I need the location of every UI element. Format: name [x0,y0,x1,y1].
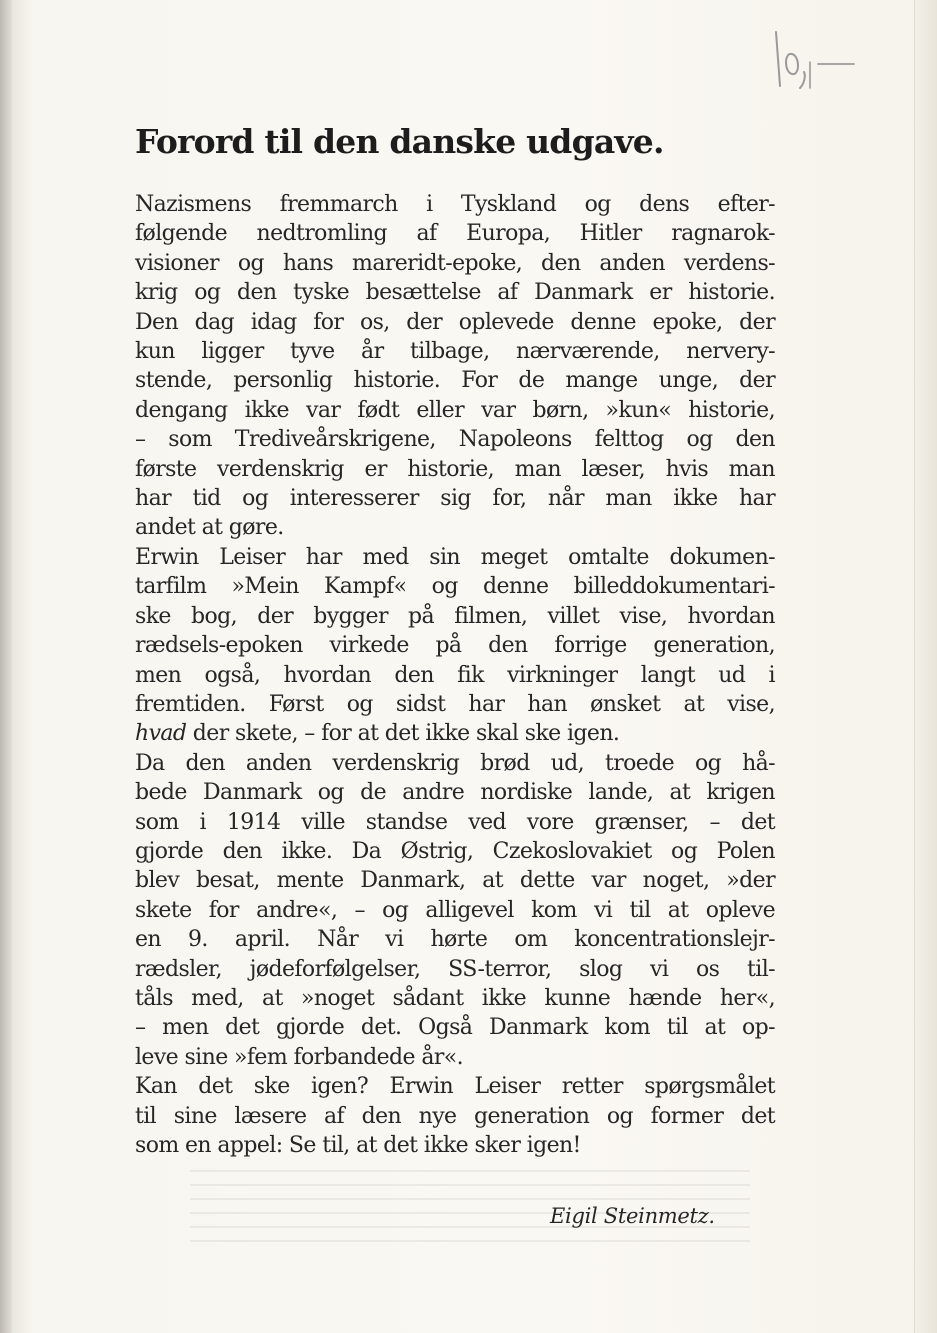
page-title: Forord til den danske udgave. [135,122,664,161]
text-line: krig og den tyske besættelse af Danmark er historie. [135,280,775,306]
text-line: til sine læsere af den nye generation og former det [135,1103,775,1129]
book-spine-shadow [0,0,12,1333]
text-line: men også, hvordan den fik virkninger langt ud i [135,662,775,688]
text-line: ske bog, der bygger på filmen, villet vise, hvordan [135,603,775,629]
text-line: visioner og hans mareridt-epoke, den anden verdens- [135,250,775,276]
text-line: tarfilm »Mein Kampf« og denne billeddokumentari- [135,574,775,600]
text-line-emphasis [135,719,775,748]
paragraph-4 [135,1072,775,1160]
text-line: stende, personlig historie. For de mange unge, der [135,368,775,394]
text-line: Nazismens fremmarch i Tyskland og dens efter- [135,192,775,217]
text-line: har tid og interesserer sig for, når man ikke har [135,486,775,512]
text-line: – som Trediveårskrigene, Napoleons felttog og den [135,427,775,453]
text-line: følgende nedtromling af Europa, Hitler ragnarok- [135,221,775,247]
text-line: en 9. april. Når vi hørte om koncentrationslejr- [135,927,775,953]
text-line: Erwin Leiser har med sin meget omtalte dokumen- [135,544,775,570]
text-line: fremtiden. Først og sidst har han ønsket at vise, [135,691,775,717]
foreword-body [135,190,775,1160]
text-line: kun ligger tyve år tilbage, nærværende, nervery- [135,339,775,365]
text-line: Kan det ske igen? Erwin Leiser retter spørgsmålet [135,1074,775,1100]
text-line: bede Danmark og de andre nordiske lande, at krigen [135,780,775,806]
text-line: rædsler, jødeforfølgelser, SS-terror, slog vi os til- [135,956,775,982]
text-line: andet at gøre. [135,515,284,541]
text-line: Da den anden verdenskrig brød ud, troede og hå- [135,750,775,776]
page-edge [914,0,937,1333]
emphasized-word: hvad [135,721,187,747]
paragraph-1 [135,190,775,543]
pencil-price-note [770,14,860,104]
text-line: – men det gjorde det. Også Danmark kom til at op- [135,1015,775,1041]
author-signature: Eigil Steinmetz. [550,1204,715,1228]
text-line: som i 1914 ville standse ved vore grænser, – det [135,809,775,835]
text-line: Den dag idag for os, der oplevede denne epoke, der [135,309,775,335]
text-line: leve sine »fem forbandede år«. [135,1044,464,1070]
text-line: skete for andre«, – og alligevel kom vi til at opleve [135,897,775,923]
text-line: som en appel: Se til, at det ikke sker igen! [135,1133,581,1158]
text-line-rest: der skete, – for at det ikke skal ske igen. [186,721,620,747]
text-line: tåls med, at »noget sådant ikke kunne hænde her«, [135,985,775,1011]
text-line: gjorde den ikke. Da Østrig, Czekoslovakiet og Polen [135,838,775,864]
paragraph-2 [135,543,775,749]
text-line: dengang ikke var født eller var børn, »kun« historie, [135,397,775,423]
paragraph-3 [135,749,775,1072]
text-line: rædsels-epoken virkede på den forrige generation, [135,633,775,659]
text-line: blev besat, mente Danmark, at dette var noget, »der [135,868,775,894]
text-line: første verdenskrig er historie, man læser, hvis man [135,456,775,482]
